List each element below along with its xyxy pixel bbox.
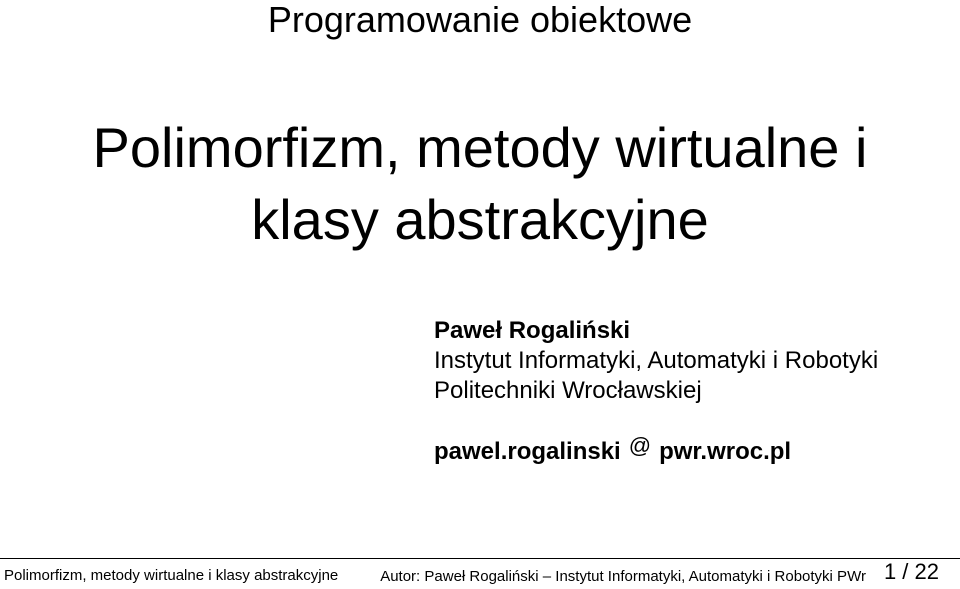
footer-divider [0, 558, 960, 559]
institute-line-2: Politechniki Wrocławskiej [434, 377, 702, 404]
author-name: Paweł Rogaliński [434, 317, 631, 344]
footer-lecture-title: Polimorfizm, metody wirtualne i klasy abstrakcyjne [4, 567, 339, 584]
author-block [434, 316, 878, 406]
lecture-title [0, 112, 960, 256]
course-title: Programowanie obiektowe [267, 0, 693, 40]
lecture-title-line-1: Polimorfizm, metody wirtualne i [92, 116, 868, 179]
institute-line-1: Instytut Informatyki, Automatyki i Robotyki [434, 347, 879, 374]
footer-author-info [380, 559, 939, 589]
author-email [434, 433, 792, 467]
at-sign-icon: @ [628, 433, 652, 458]
page-number: 1 / 22 [883, 559, 939, 584]
email-user: pawel.rogalinski [434, 438, 621, 465]
footer-author: Autor: Paweł Rogaliński – Instytut Informatyki, Automatyki i Robotyki PWr [380, 568, 866, 585]
lecture-title-line-2: klasy abstrakcyjne [251, 188, 709, 251]
email-domain: pwr.wroc.pl [659, 438, 792, 465]
